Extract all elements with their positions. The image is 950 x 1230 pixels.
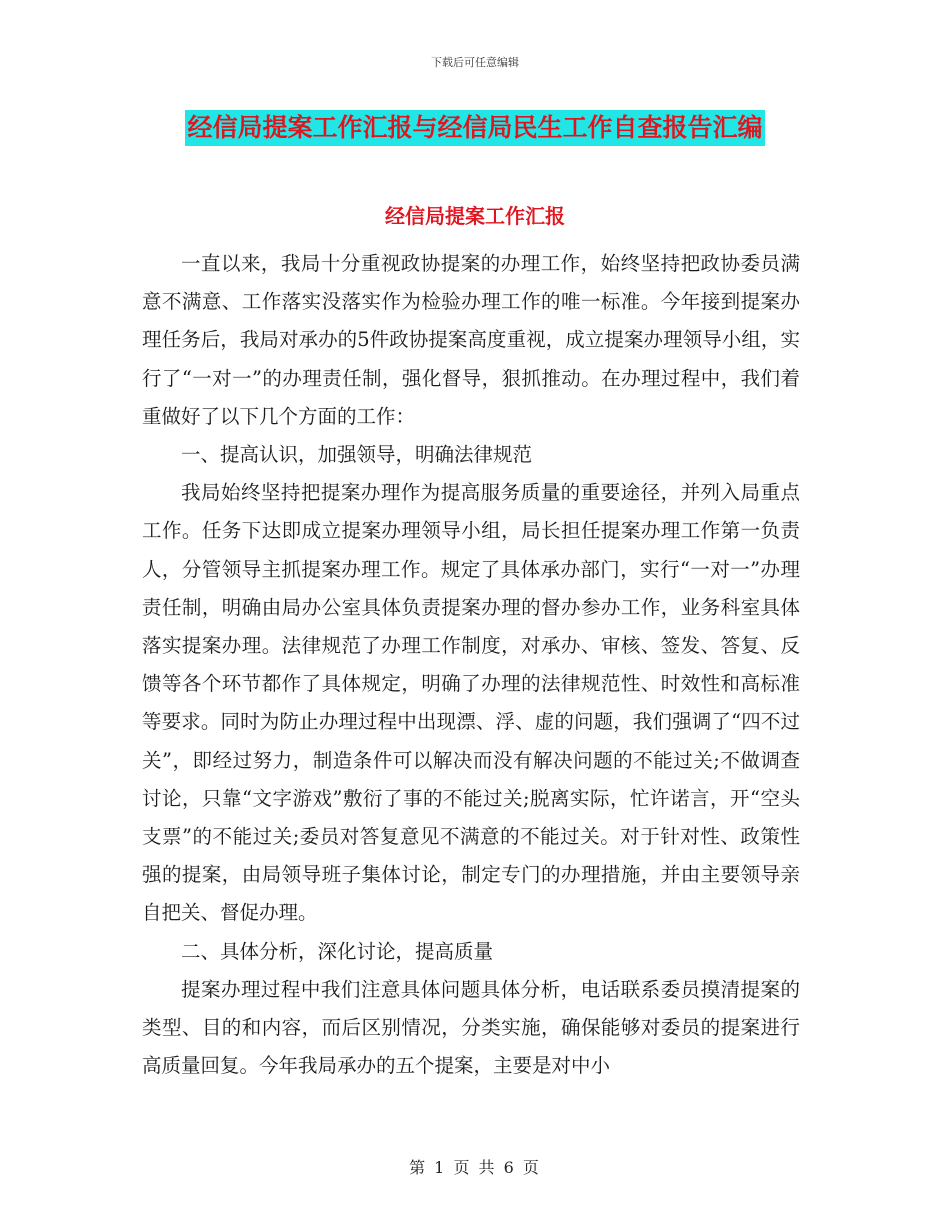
document-title [0,110,950,146]
page-header-note: 下载后可任意编辑 [431,56,519,69]
section-title: 经信局提案工作汇报 [385,204,565,228]
paragraph: 一直以来，我局十分重视政协提案的办理工作，始终坚持把政协委员满意不满意、工作落实没落实作为检验办理工作的唯一标准。今年接到提案办理任务后，我局对承办的5件政协提案高度重视，成立提案办理领导小组，实行了“一对一”的办理责任制，强化督导，狠抓推动。在办理过程中，我们着重做好了以下几个方面的工作： [142,252,800,428]
document-body [142,245,800,1085]
paragraph: 提案办理过程中我们注意具体问题具体分析，电话联系委员摸清提案的类型、目的和内容，而后区别情况，分类实施，确保能够对委员的提案进行高质量回复。今年我局承办的五个提案，主要是对中小 [142,977,800,1078]
section-heading: 二、具体分析，深化讨论，提高质量 [181,939,494,963]
paragraph: 我局始终坚持把提案办理作为提高服务质量的重要途径，并列入局重点工作。任务下达即成立提案办理领导小组，局长担任提案办理工作第一负责人，分管领导主抓提案办理工作。规定了具体承办部门，实行“一对一”办理责任制，明确由局办公室具体负责提案办理的督办参办工作，业务科室具体落实提案办理。法律规范了办理工作制度，对承办、审核、签发、答复、反馈等各个环节都作了具体规定，明确了办理的法律规范性、时效性和高标准等要求。同时为防止办理过程中出现漂、浮、虚的问题，我们强调了“四不过关”，即经过努力，制造条件可以解决而没有解决问题的不能过关;不做调查讨论，只靠“文字游戏”敷衍了事的不能过关;脱离实际，忙许诺言，开“空头支票”的不能过关;委员对答复意见不满意的不能过关。对于针对性、政策性强的提案，由局领导班子集体讨论，制定专门的办理措施，并由主要领导亲自把关、督促办理。 [142,481,800,925]
page-number: 第 1 页 共 6 页 [409,1158,541,1177]
section-heading: 一、提高认识，加强领导，明确法律规范 [181,443,533,467]
document-title-text: 经信局提案工作汇报与经信局民生工作自查报告汇编 [185,110,764,146]
